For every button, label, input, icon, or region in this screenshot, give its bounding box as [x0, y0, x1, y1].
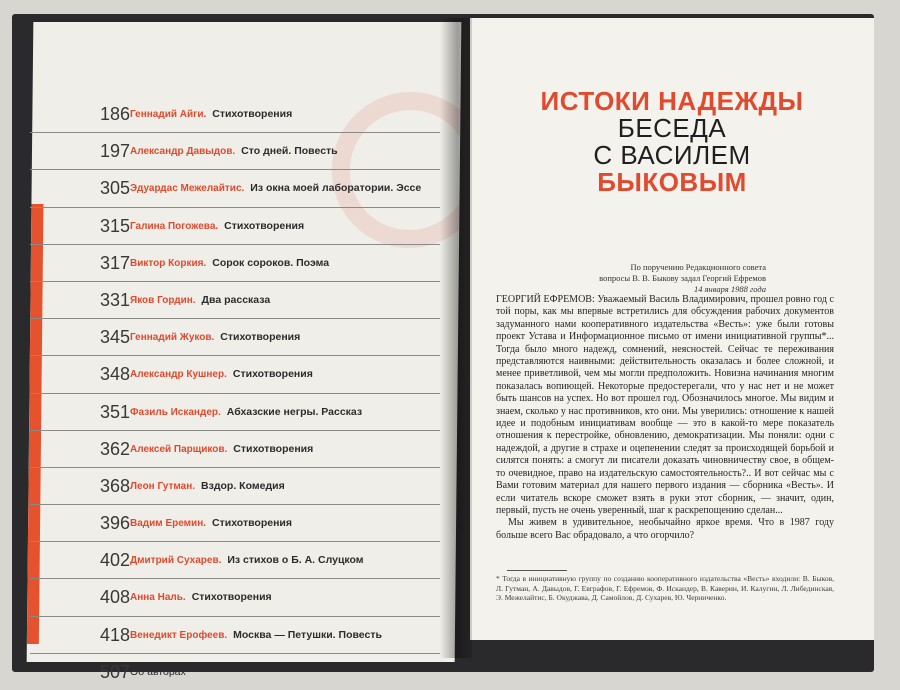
toc-author: Геннадий Жуков. Стихотворения	[130, 331, 301, 344]
toc-row	[30, 654, 440, 690]
toc-row	[30, 356, 440, 393]
toc-page: 317	[99, 252, 130, 273]
toc-page: 368	[99, 475, 130, 496]
toc-page: 197	[99, 141, 130, 162]
article-title-line3: С ВАСИЛЕМ	[593, 140, 751, 170]
toc-author: Александр Давыдов. Сто дней. Повесть	[130, 145, 338, 158]
toc-page: 186	[99, 104, 130, 124]
toc-work: Вздор. Комедия	[201, 479, 285, 492]
toc-work: Стихотворения	[233, 442, 314, 455]
table-of-contents	[30, 96, 440, 690]
article-title-line2: БЕСЕДА	[617, 113, 727, 143]
toc-page: 345	[99, 327, 130, 348]
body-paragraph: ГЕОРГИЙ ЕФРЕМОВ: Уважаемый Василь Владимирович, прошел ровно год с той поры, как мы впервые встретились для обсуждения рабочих документов задуманного нами кооперативного издательства «Весть»: уже были готовы проект Устава и Информационное письмо от имени инициативной группы*... Тогда было много надежд, сомнений, неясностей. Сейчас те переживания представляются наивными: действительность оказалась и более сложной, и менее приветливой, чем мы могли предположить. Новизна начинания многим показалась вопиющей. Некоторые предостерегали, что у нас нет и не может быть шансов на успех. Но вот прошел год. Обозначилось многое. Мы видим и знаем, сколько у нас противников, кто они. Мы уверились: отношение к нашей идее и подобным инициативам вообще — это в какой-то мере показатель отношения к перестройке, обновлению, демократизации. Мы поняли: одни с надеждой, а другие в страхе и оцепенении следят за происходящей борьбой и силятся понять: а смогут ли писатели доказать чиновничеству свое, в общем-то очевидное, право на издательскую самостоятельность?.. И вот сейчас мы с Вами готовим материал для нашего первого издания — сборника «Весть». И если читатель вскоре сможет взять в руки этот сборник, — значит, один, первый, пусть не очень уверенный, шаг к раскрепощению сделан...	[496, 294, 834, 516]
toc-author: Виктор Коркия. Сорок сороков. Поэма	[130, 256, 330, 269]
article-body	[496, 294, 834, 542]
toc-page: 351	[99, 401, 130, 422]
body-paragraph: Мы живем в удивительное, необычайно яркое время. Что в 1987 году больше всего Вас обрадовало, а что огорчило?	[496, 517, 834, 541]
spine-shadow	[440, 18, 472, 658]
toc-page: 305	[99, 178, 130, 199]
toc-row	[30, 282, 440, 319]
toc-work: Москва — Петушки. Повесть	[233, 628, 382, 641]
toc-row	[30, 208, 440, 245]
toc-author: Эдуардас Межелайтис. Из окна моей лаборатории. Эссе	[130, 182, 422, 195]
article-subtitle-line2: вопросы В. В. Быкову задал Георгий Ефремов	[599, 273, 766, 283]
toc-work: Стихотворения	[220, 331, 301, 344]
toc-page: 315	[99, 215, 130, 236]
toc-page: 396	[99, 513, 130, 534]
toc-author: Александр Кушнер. Стихотворения	[130, 368, 313, 381]
toc-author: Яков Гордин. Два рассказа	[130, 293, 271, 306]
toc-page: 362	[99, 438, 130, 459]
toc-page: 348	[99, 364, 130, 385]
footnote-divider	[507, 570, 567, 571]
footnote: * Тогда в инициативную группу по созданию кооперативного издательства «Весть» входили: В. Быков, Л. Гутман, А. Давыдов, Г. Евграфов, Г. Ефремов, Ф. Искандер, В. Каверин, И. Калугин, Л. Либединская, Э. Межелайтис, Б. Окуджава, Д. Самойлов, Д. Сухарев, Ю. Черниченко.	[496, 574, 834, 602]
toc-work: Из окна моей лаборатории. Эссе	[250, 182, 422, 195]
toc-page: 418	[99, 624, 130, 645]
toc-row	[30, 617, 440, 654]
toc-work: Сто дней. Повесть	[241, 145, 338, 158]
toc-row	[30, 505, 440, 542]
toc-author	[130, 666, 186, 678]
toc-row	[30, 468, 440, 505]
toc-work: Из стихов о Б. А. Слуцком	[227, 554, 364, 567]
toc-work: Стихотворения	[212, 108, 293, 120]
toc-work: Стихотворения	[224, 219, 305, 232]
toc-row	[30, 542, 440, 579]
toc-work: Об авторах	[130, 665, 186, 678]
toc-row	[30, 245, 440, 282]
toc-work: Стихотворения	[212, 517, 292, 530]
toc-page: 507	[99, 661, 130, 682]
toc-row	[30, 394, 440, 431]
toc-author: Алексей Парщиков. Стихотворения	[130, 442, 314, 455]
toc-page: 331	[99, 289, 130, 310]
toc-row	[30, 319, 440, 356]
toc-work: Стихотворения	[191, 591, 272, 604]
toc-row	[30, 133, 440, 170]
toc-row	[30, 431, 440, 468]
article-subtitle-line1: По поручению Редакционного совета	[630, 262, 766, 272]
toc-work: Абхазские негры. Рассказ	[226, 405, 363, 418]
article-title-line1: ИСТОКИ НАДЕЖДЫ	[540, 86, 804, 116]
toc-author: Леон Гутман. Вздор. Комедия	[130, 479, 285, 492]
toc-author: Вадим Еремин. Стихотворения	[130, 517, 292, 530]
toc-work: Стихотворения	[232, 368, 313, 381]
toc-author: Фазиль Искандер. Абхазские негры. Рассказ	[130, 405, 363, 418]
toc-row	[30, 170, 440, 207]
toc-author: Анна Наль. Стихотворения	[130, 591, 272, 604]
toc-work: Два рассказа	[201, 293, 271, 306]
toc-author: Венедикт Ерофеев. Москва — Петушки. Повесть	[130, 628, 382, 641]
toc-author: Геннадий Айги. Стихотворения	[130, 108, 293, 120]
toc-row	[30, 579, 440, 616]
toc-work: Сорок сороков. Поэма	[212, 256, 330, 269]
toc-author: Дмитрий Сухарев. Из стихов о Б. А. Слуцком	[130, 554, 364, 567]
toc-row	[30, 96, 440, 133]
article-subtitle-line3: 14 января 1988 года	[693, 284, 766, 294]
article-title-line4: БЫКОВЫМ	[597, 167, 747, 197]
toc-author: Галина Погожева. Стихотворения	[130, 219, 305, 232]
toc-page: 408	[99, 587, 130, 608]
toc-page: 402	[99, 550, 130, 571]
